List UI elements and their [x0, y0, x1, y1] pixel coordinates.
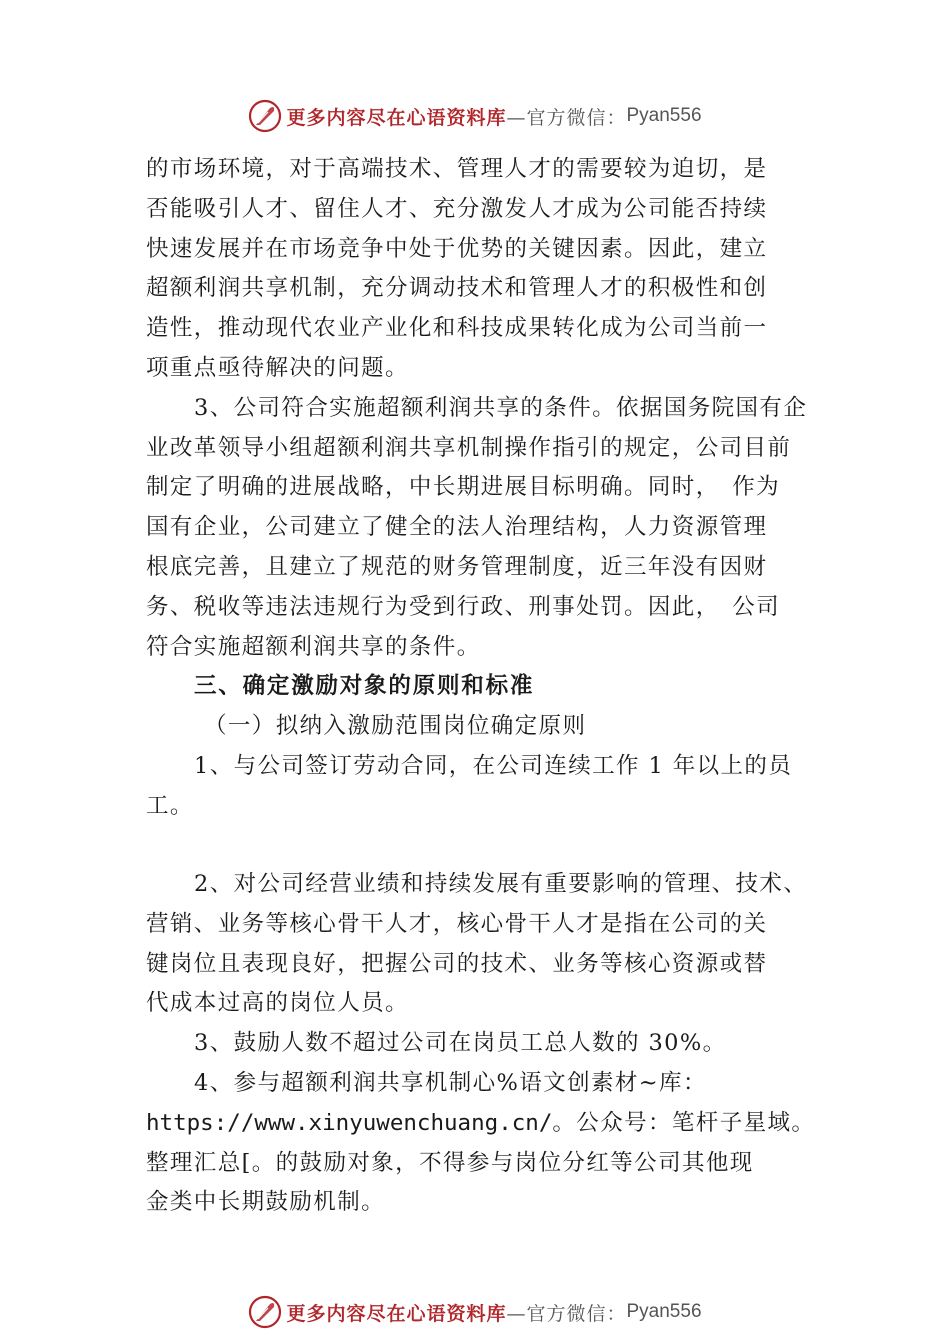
item1-line-1: 1、与公司签订劳动合同，在公司连续工作 1 年以上的员 — [194, 752, 793, 779]
banner-wechat-label: —官方微信： — [506, 106, 627, 129]
p1-line-3: 快速发展并在市场竞争中处于优势的关键因素。因此，建立 — [146, 235, 768, 262]
feather-pen-logo-icon — [248, 99, 282, 133]
p1-line-2: 否能吸引人才、留住人才、充分激发人才成为公司能否持续 — [146, 195, 768, 222]
item4-line-2 — [146, 1104, 826, 1144]
section-heading: 三、确定激励对象的原则和标准 — [194, 673, 535, 700]
banner-wechat-id: Pyan556 — [626, 105, 702, 126]
p2-line-1: 3、公司符合实施超额利润共享的条件。依据国务院国有企 — [194, 394, 808, 421]
item2-line-2: 营销、业务等核心骨干人才，核心骨干人才是指在公司的关 — [146, 910, 768, 937]
header-watermark-banner — [0, 96, 950, 136]
p2-line-3: 制定了明确的进展战略，中长期进展目标明确。同时， 作为 — [146, 474, 781, 501]
p2-line-6: 务、税收等违法违规行为受到行政、刑事处罚。因此， 公司 — [146, 593, 781, 620]
footer-watermark-banner — [0, 1292, 950, 1332]
p1-line-5: 造性，推动现代农业产业化和科技成果转化成为公司当前一 — [146, 315, 768, 342]
item2-line-4: 代成本过高的岗位人员。 — [146, 990, 409, 1017]
item2-line-1: 2、对公司经营业绩和持续发展有重要影响的管理、技术、 — [194, 871, 808, 898]
p1-line-6: 项重点亟待解决的问题。 — [146, 354, 409, 381]
banner-wechat-label: —官方微信： — [506, 1302, 627, 1325]
item4-line-2-rest: 。公众号：笔杆子星域。 — [552, 1109, 816, 1136]
p2-line-2: 业改革领导小组超额利润共享机制操作指引的规定，公司目前 — [146, 434, 792, 461]
p2-line-4: 国有企业，公司建立了健全的法人治理结构，人力资源管理 — [146, 514, 768, 541]
item4-line-4: 金类中长期鼓励机制。 — [146, 1189, 386, 1216]
item2-line-3: 键岗位且表现良好，把握公司的技术、业务等核心资源或替 — [146, 950, 768, 977]
spacer — [146, 827, 826, 866]
item3-line: 3、鼓励人数不超过公司在岗员工总人数的 30%。 — [194, 1030, 727, 1057]
item1-line-2: 工。 — [146, 792, 194, 819]
document-body — [146, 150, 826, 1223]
resource-url[interactable]: https://www.xinyuwenchuang.cn/ — [146, 1109, 553, 1136]
p1-line-1: 的市场环境，对于高端技术、管理人才的需要较为迫切，是 — [146, 156, 768, 182]
banner-site-name: 更多内容尽在心语资料库 — [286, 1302, 507, 1325]
p2-line-7: 符合实施超额利润共享的条件。 — [146, 633, 481, 660]
item4-line-3: 整理汇总[。的鼓励对象，不得参与岗位分红等公司其他现 — [146, 1149, 754, 1176]
feather-pen-logo-icon — [248, 1295, 282, 1329]
p2-line-5: 根底完善，且建立了规范的财务管理制度，近三年没有因财 — [146, 553, 768, 580]
p1-line-4: 超额利润共享机制，充分调动技术和管理人才的积极性和创 — [146, 275, 768, 302]
item4-line-1: 4、参与超额利润共享机制心%语文创素材~库： — [194, 1070, 707, 1097]
banner-site-name: 更多内容尽在心语资料库 — [286, 106, 507, 129]
banner-wechat-id: Pyan556 — [626, 1301, 702, 1322]
subsection-heading: （一）拟纳入激励范围岗位确定原则 — [204, 713, 587, 740]
